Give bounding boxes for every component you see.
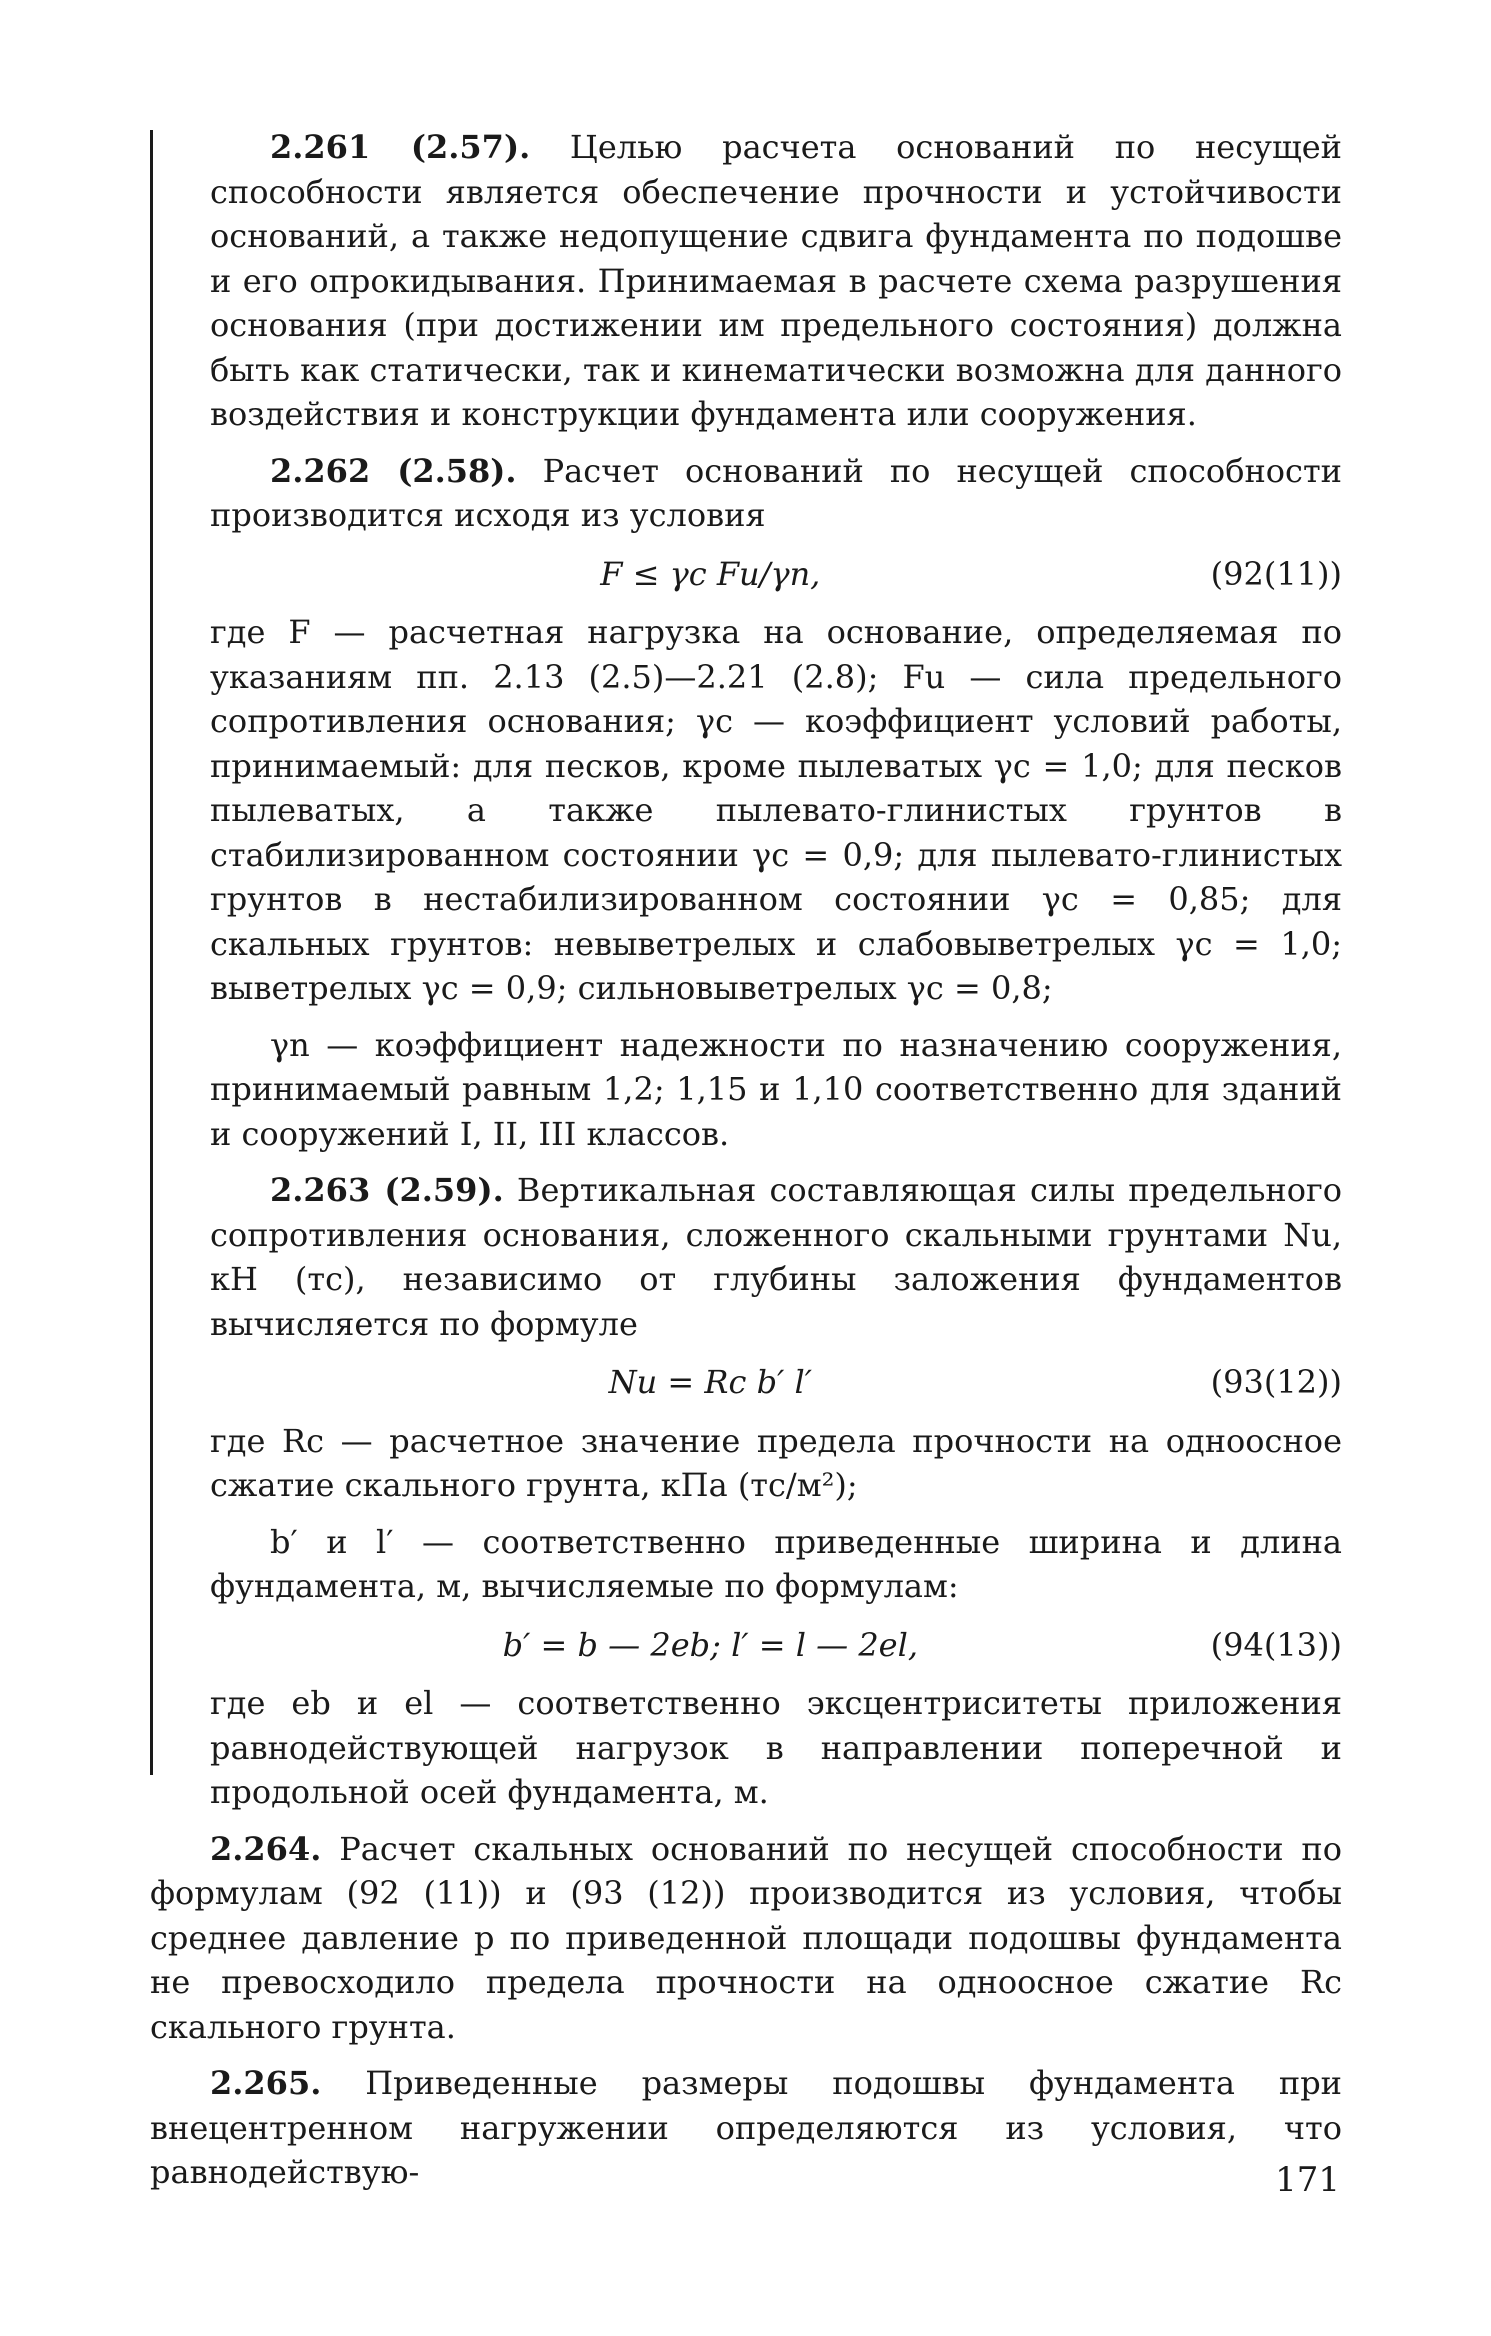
paragraph-2-261	[210, 125, 1342, 437]
paragraph-text: Расчет оснований по несущей способности производится исходя из условия	[210, 451, 1343, 534]
paragraph-text: Вертикальная составляющая силы предельного сопротивления основания, сложенного скальными грунтами Nu, кН (тс), независимо от глубины заложения фундаментов вычисляется по формуле	[210, 1171, 1343, 1343]
formula-number: (93(12))	[1210, 1363, 1342, 1401]
paragraph-text: Целью расчета оснований по несущей способности является обеспечение прочности и устойчивости оснований, а также недопущение сдвига фундамента по подошве и его опрокидывания. Принимаемая в расчете схема разрушения основания (при достижении им предельного состояния) должна быть как статически, так и кинематически возможна для данного воздействия и конструкции фундамента или сооружения.	[210, 128, 1343, 433]
paragraph-heading: 2.265.	[210, 2064, 322, 2102]
formula-expression: F ≤ γc Fu/γn,	[600, 554, 821, 593]
paragraph-2-263	[210, 1168, 1342, 1346]
formula-93	[210, 1360, 1342, 1405]
formula-92	[210, 552, 1342, 597]
paragraph-b-l: b′ и l′ — соответственно приведенные ширина и длина фундамента, м, вычисляемые по формулам:	[210, 1522, 1342, 1605]
paragraph-where-rc: где Rc — расчетное значение предела прочности на одноосное сжатие скального грунта, кПа (тс/м²);	[210, 1421, 1342, 1504]
marked-region	[150, 125, 1342, 1815]
formula-expression: b′ = b — 2eb; l′ = l — 2el,	[502, 1625, 919, 1664]
paragraph-2-265	[150, 2061, 1342, 2195]
formula-expression: Nu = Rc b′ l′	[608, 1363, 812, 1401]
paragraph-2-264	[150, 1827, 1342, 2050]
paragraph-2-262	[210, 449, 1342, 538]
formula-94	[210, 1623, 1342, 1668]
paragraph-text: Расчет скальных оснований по несущей способности по формулам (92 (11)) и (93 (12)) производится из условия, чтобы среднее давление p по приведенной площади подошвы фундамента не превосходило предела прочности на одноосное сжатие Rc скального грунта.	[150, 1829, 1342, 2046]
page-content	[150, 125, 1342, 2207]
paragraph-text: Приведенные размеры подошвы фундамента при внецентренном нагружении определяются из условия, что равнодействую-	[150, 2064, 1342, 2191]
paragraph-heading: 2.261 (2.57).	[270, 128, 531, 166]
page-number: 171	[1275, 2160, 1340, 2200]
formula-number: (92(11))	[1210, 554, 1342, 593]
paragraph-heading: 2.263 (2.59).	[270, 1171, 504, 1209]
formula-number: (94(13))	[1210, 1625, 1342, 1664]
paragraph-gamma-n: γn — коэффициент надежности по назначению сооружения, принимаемый равным 1,2; 1,15 и 1,10 соответственно для зданий и сооружений I, II, III классов.	[210, 1025, 1342, 1153]
paragraph-heading: 2.264.	[210, 1829, 322, 1868]
paragraph-heading: 2.262 (2.58).	[270, 451, 517, 490]
paragraph-where-f: где F — расчетная нагрузка на основание, определяемая по указаниям пп. 2.13 (2.5)—2.21 (2.8); Fu — сила предельного сопротивления основания; γc — коэффициент условий работы, принимаемый: для песков, кроме пылеватых γc = 1,0; для песков пылеватых, а также пылевато-глинистых грунтов в стабилизированном состоянии γc = 0,9; для пылевато-глинистых грунтов в нестабилизированном состоянии γc = 0,85; для скальных грунтов: невыветрелых и слабовыветрелых γc = 1,0; выветрелых γc = 0,9; сильновыветрелых γc = 0,8;	[210, 613, 1342, 1007]
paragraph-where-e: где eb и el — соответственно эксцентриситеты приложения равнодействующей нагрузок в направлении поперечной и продольной осей фундамента, м.	[210, 1684, 1342, 1811]
